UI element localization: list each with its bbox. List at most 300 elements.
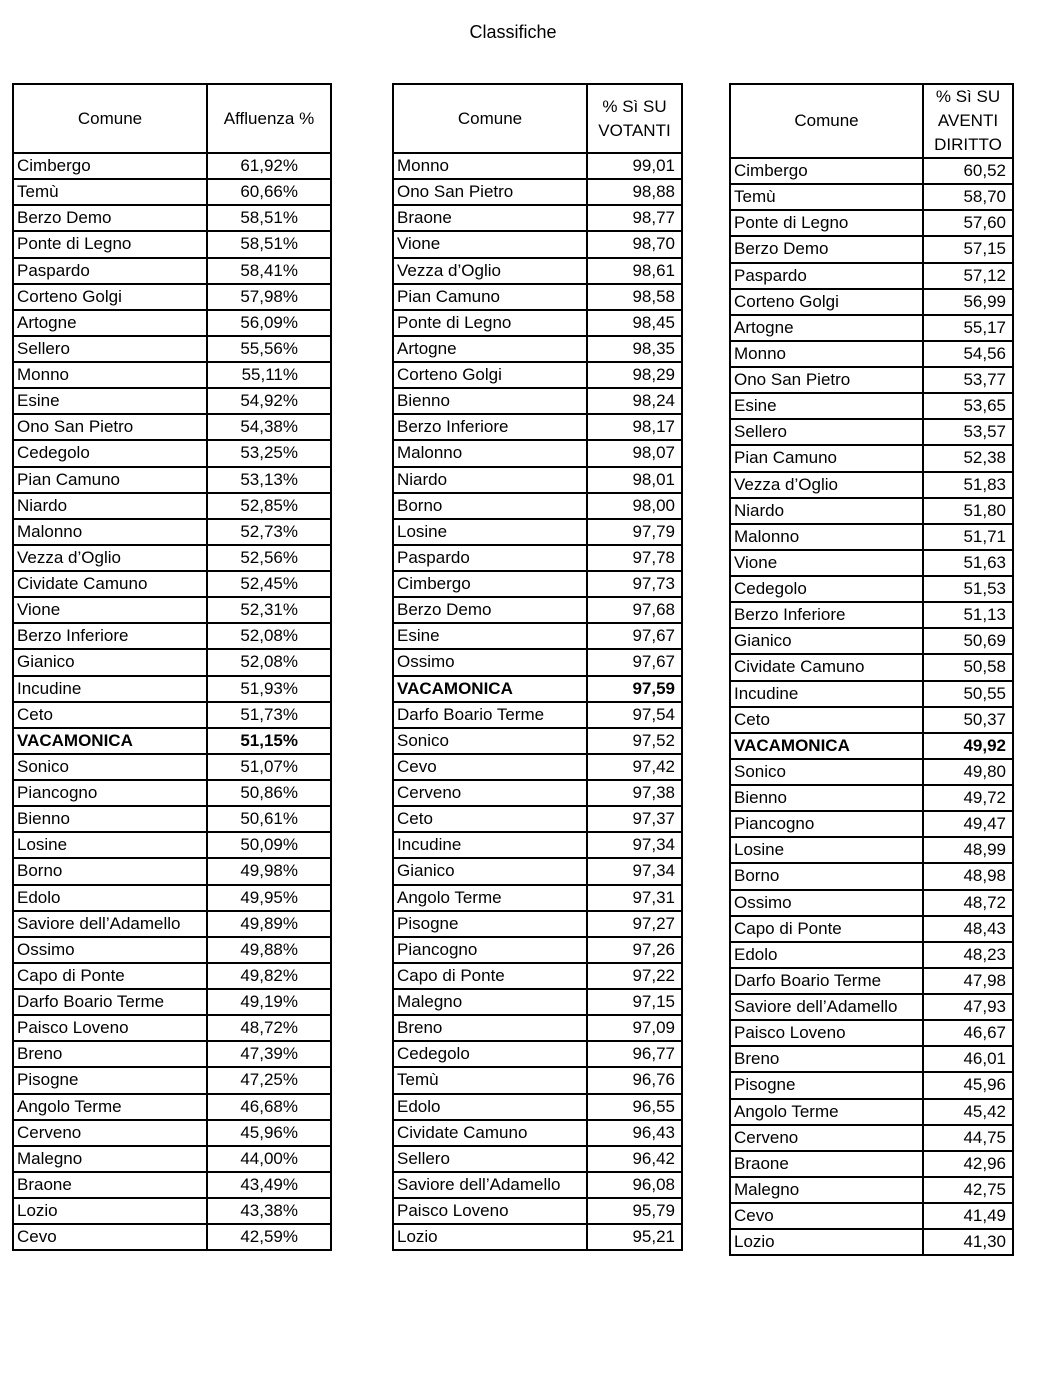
table-row (13, 963, 331, 989)
value-cell: 50,55 (923, 681, 1013, 707)
table-row (393, 205, 682, 231)
table-row (393, 597, 682, 623)
table-row (730, 707, 1013, 733)
value-cell: 55,17 (923, 315, 1013, 341)
value-cell: 60,66% (207, 179, 331, 205)
comune-cell: Paisco Loveno (393, 1198, 587, 1224)
value-cell: 98,58 (587, 284, 682, 310)
comune-cell: Niardo (13, 493, 207, 519)
table-row (730, 367, 1013, 393)
table-row (730, 681, 1013, 707)
table-row (730, 158, 1013, 184)
value-cell: 47,25% (207, 1067, 331, 1093)
comune-cell: Cimbergo (393, 571, 587, 597)
table-row (393, 649, 682, 675)
value-cell: 48,23 (923, 942, 1013, 968)
table-row (13, 493, 331, 519)
table-row (730, 890, 1013, 916)
table-row (393, 362, 682, 388)
table-row (730, 759, 1013, 785)
value-cell: 98,17 (587, 414, 682, 440)
value-cell: 48,72 (923, 890, 1013, 916)
comune-cell: Gianico (393, 858, 587, 884)
comune-cell: Bienno (730, 785, 923, 811)
value-cell: 51,15% (207, 728, 331, 754)
value-cell: 97,78 (587, 545, 682, 571)
table-row (393, 702, 682, 728)
comune-cell: Breno (393, 1015, 587, 1041)
table-row (730, 393, 1013, 419)
value-cell: 51,83 (923, 472, 1013, 498)
comune-cell: Braone (393, 205, 587, 231)
value-cell: 45,96% (207, 1120, 331, 1146)
value-cell: 96,76 (587, 1067, 682, 1093)
table-row (13, 362, 331, 388)
comune-cell: Losine (730, 837, 923, 863)
value-cell: 98,29 (587, 362, 682, 388)
comune-cell: Ceto (393, 806, 587, 832)
comune-cell: Cevo (13, 1224, 207, 1250)
table-row (393, 231, 682, 257)
value-cell: 97,09 (587, 1015, 682, 1041)
value-cell: 54,56 (923, 341, 1013, 367)
value-cell: 96,55 (587, 1094, 682, 1120)
table-row (730, 210, 1013, 236)
comune-cell: Monno (13, 362, 207, 388)
value-cell: 46,67 (923, 1020, 1013, 1046)
table-row (13, 780, 331, 806)
value-cell: 52,73% (207, 519, 331, 545)
comune-cell: Cerveno (13, 1120, 207, 1146)
value-cell: 51,63 (923, 550, 1013, 576)
comune-cell: Braone (730, 1151, 923, 1177)
value-cell: 96,43 (587, 1120, 682, 1146)
value-cell: 98,24 (587, 388, 682, 414)
value-cell: 49,82% (207, 963, 331, 989)
value-cell: 50,37 (923, 707, 1013, 733)
value-cell: 97,34 (587, 832, 682, 858)
value-cell: 41,30 (923, 1229, 1013, 1255)
value-cell: 97,54 (587, 702, 682, 728)
value-cell: 49,19% (207, 989, 331, 1015)
value-cell: 96,08 (587, 1172, 682, 1198)
value-cell: 95,21 (587, 1224, 682, 1250)
table-row (13, 1198, 331, 1224)
table-row (730, 1072, 1013, 1098)
value-cell: 41,49 (923, 1203, 1013, 1229)
table-row (393, 676, 682, 702)
table-row (730, 184, 1013, 210)
comune-cell: Sellero (730, 419, 923, 445)
value-cell: 98,45 (587, 310, 682, 336)
table-row (13, 702, 331, 728)
comune-cell: Monno (730, 341, 923, 367)
table-row (13, 258, 331, 284)
table-row (393, 780, 682, 806)
table-row (730, 1020, 1013, 1046)
table-row (730, 341, 1013, 367)
comune-cell: Niardo (393, 467, 587, 493)
value-cell: 46,01 (923, 1046, 1013, 1072)
comune-cell: Ponte di Legno (13, 231, 207, 257)
value-cell: 49,88% (207, 937, 331, 963)
value-cell: 53,25% (207, 440, 331, 466)
value-cell: 56,99 (923, 289, 1013, 315)
table-row (730, 1046, 1013, 1072)
comune-cell: Monno (393, 153, 587, 179)
comune-cell: Capo di Ponte (730, 916, 923, 942)
table-row (393, 1015, 682, 1041)
column-header-affluenza: Affluenza % (207, 84, 331, 153)
comune-cell: Artogne (730, 315, 923, 341)
table-row (393, 310, 682, 336)
comune-cell: Cerveno (730, 1125, 923, 1151)
value-cell: 53,65 (923, 393, 1013, 419)
comune-cell: Corteno Golgi (13, 284, 207, 310)
value-cell: 97,79 (587, 519, 682, 545)
table-row (13, 885, 331, 911)
table-row (730, 654, 1013, 680)
table-row (393, 284, 682, 310)
value-cell: 97,68 (587, 597, 682, 623)
table-row (730, 576, 1013, 602)
comune-cell: Edolo (393, 1094, 587, 1120)
comune-cell: Angolo Terme (730, 1099, 923, 1125)
comune-cell: Cevo (730, 1203, 923, 1229)
comune-cell: Lozio (730, 1229, 923, 1255)
value-cell: 44,75 (923, 1125, 1013, 1151)
comune-cell: Ossimo (13, 937, 207, 963)
table-row (13, 519, 331, 545)
table-row (13, 1015, 331, 1041)
comune-cell: Artogne (393, 336, 587, 362)
comune-cell: Piancogno (13, 780, 207, 806)
comune-cell: Paisco Loveno (13, 1015, 207, 1041)
value-cell: 52,85% (207, 493, 331, 519)
table-row (730, 1099, 1013, 1125)
comune-cell: Edolo (730, 942, 923, 968)
comune-cell: Breno (13, 1041, 207, 1067)
comune-cell: Vione (730, 550, 923, 576)
table-row (393, 440, 682, 466)
comune-cell: Cerveno (393, 780, 587, 806)
table-row (393, 885, 682, 911)
value-cell: 49,72 (923, 785, 1013, 811)
table-row (13, 414, 331, 440)
value-cell: 50,09% (207, 832, 331, 858)
table-row (730, 602, 1013, 628)
value-cell: 51,53 (923, 576, 1013, 602)
comune-cell: Corteno Golgi (393, 362, 587, 388)
value-cell: 43,38% (207, 1198, 331, 1224)
table-row (13, 649, 331, 675)
table-row (13, 937, 331, 963)
comune-cell: Sonico (13, 754, 207, 780)
comune-cell: Ponte di Legno (730, 210, 923, 236)
table-row (393, 728, 682, 754)
table-row (13, 597, 331, 623)
table-row (13, 754, 331, 780)
table-row (730, 419, 1013, 445)
table-row (393, 1224, 682, 1250)
value-cell: 45,96 (923, 1072, 1013, 1098)
value-cell: 97,27 (587, 911, 682, 937)
table-row (393, 1041, 682, 1067)
value-cell: 99,01 (587, 153, 682, 179)
comune-cell: Esine (730, 393, 923, 419)
table-row (730, 498, 1013, 524)
table-row (730, 1229, 1013, 1255)
value-cell: 97,22 (587, 963, 682, 989)
value-cell: 60,52 (923, 158, 1013, 184)
table-row (393, 388, 682, 414)
value-cell: 43,49% (207, 1172, 331, 1198)
table-row (13, 231, 331, 257)
table-row (393, 989, 682, 1015)
comune-cell: Lozio (13, 1198, 207, 1224)
value-cell: 55,11% (207, 362, 331, 388)
value-cell: 45,42 (923, 1099, 1013, 1125)
value-cell: 97,67 (587, 623, 682, 649)
comune-cell: Cividate Camuno (13, 571, 207, 597)
comune-cell: Ossimo (730, 890, 923, 916)
value-cell: 96,77 (587, 1041, 682, 1067)
value-cell: 51,13 (923, 602, 1013, 628)
comune-cell: Darfo Boario Terme (730, 968, 923, 994)
table-row (393, 911, 682, 937)
comune-cell: Losine (13, 832, 207, 858)
value-cell: 98,77 (587, 205, 682, 231)
comune-cell: Angolo Terme (13, 1094, 207, 1120)
value-cell: 51,71 (923, 524, 1013, 550)
comune-cell: Breno (730, 1046, 923, 1072)
table-row (730, 1151, 1013, 1177)
table-row (730, 994, 1013, 1020)
comune-cell: Vezza d’Oglio (730, 472, 923, 498)
table-row (13, 545, 331, 571)
value-cell: 97,59 (587, 676, 682, 702)
comune-cell: Ossimo (393, 649, 587, 675)
comune-cell: Temù (730, 184, 923, 210)
value-cell: 98,88 (587, 179, 682, 205)
table-row (13, 205, 331, 231)
comune-cell: Saviore dell’Adamello (13, 911, 207, 937)
table-row (13, 832, 331, 858)
table-row (393, 258, 682, 284)
table-row (393, 858, 682, 884)
comune-cell: Ceto (730, 707, 923, 733)
comune-cell: Cedegolo (730, 576, 923, 602)
value-cell: 47,93 (923, 994, 1013, 1020)
table-row (393, 754, 682, 780)
comune-cell: Edolo (13, 885, 207, 911)
column-header-yes-on-eligible: % Sì SU AVENTI DIRITTO (923, 84, 1013, 158)
table-row (13, 1067, 331, 1093)
value-cell: 46,68% (207, 1094, 331, 1120)
value-cell: 54,92% (207, 388, 331, 414)
comune-cell: Pisogne (393, 911, 587, 937)
value-cell: 50,69 (923, 628, 1013, 654)
value-cell: 50,86% (207, 780, 331, 806)
table-row (13, 388, 331, 414)
table-row (730, 550, 1013, 576)
comune-cell: Vezza d’Oglio (13, 545, 207, 571)
table-row (393, 806, 682, 832)
comune-cell: Temù (13, 179, 207, 205)
table-row (13, 310, 331, 336)
value-cell: 98,07 (587, 440, 682, 466)
comune-cell: Saviore dell’Adamello (730, 994, 923, 1020)
value-cell: 98,61 (587, 258, 682, 284)
table-row (13, 179, 331, 205)
table-row (393, 1146, 682, 1172)
comune-cell: Temù (393, 1067, 587, 1093)
comune-cell: Borno (730, 863, 923, 889)
comune-cell: Artogne (13, 310, 207, 336)
table-row (393, 1094, 682, 1120)
comune-cell: Berzo Demo (393, 597, 587, 623)
table-row (393, 1198, 682, 1224)
value-cell: 98,00 (587, 493, 682, 519)
value-cell: 51,07% (207, 754, 331, 780)
value-cell: 56,09% (207, 310, 331, 336)
table-row (13, 1120, 331, 1146)
table-row (393, 963, 682, 989)
turnout-ranking-table (12, 83, 332, 1251)
value-cell: 61,92% (207, 153, 331, 179)
value-cell: 97,42 (587, 754, 682, 780)
value-cell: 48,72% (207, 1015, 331, 1041)
comune-cell: Bienno (13, 806, 207, 832)
value-cell: 57,60 (923, 210, 1013, 236)
comune-cell: Borno (13, 858, 207, 884)
comune-cell: Sellero (13, 336, 207, 362)
comune-cell: Incudine (393, 832, 587, 858)
value-cell: 42,59% (207, 1224, 331, 1250)
table-row (730, 289, 1013, 315)
value-cell: 49,80 (923, 759, 1013, 785)
table-row (13, 336, 331, 362)
table-row (13, 1041, 331, 1067)
comune-cell: Esine (13, 388, 207, 414)
comune-cell: Malonno (730, 524, 923, 550)
yes-on-voters-ranking-table (392, 83, 683, 1251)
comune-cell: Braone (13, 1172, 207, 1198)
value-cell: 42,96 (923, 1151, 1013, 1177)
value-cell: 57,15 (923, 236, 1013, 262)
value-cell: 97,31 (587, 885, 682, 911)
table-row (730, 863, 1013, 889)
comune-cell: Vione (393, 231, 587, 257)
value-cell: 52,31% (207, 597, 331, 623)
value-cell: 97,52 (587, 728, 682, 754)
value-cell: 97,15 (587, 989, 682, 1015)
comune-cell: Cedegolo (393, 1041, 587, 1067)
value-cell: 50,58 (923, 654, 1013, 680)
column-header-comune: Comune (13, 84, 207, 153)
comune-cell: Malonno (13, 519, 207, 545)
table-row (393, 937, 682, 963)
comune-cell: Cividate Camuno (393, 1120, 587, 1146)
table-row (730, 1177, 1013, 1203)
table-row (730, 628, 1013, 654)
comune-cell: Incudine (730, 681, 923, 707)
value-cell: 48,98 (923, 863, 1013, 889)
comune-cell: Ono San Pietro (730, 367, 923, 393)
table-row (13, 623, 331, 649)
comune-cell: Gianico (730, 628, 923, 654)
value-cell: 53,77 (923, 367, 1013, 393)
value-cell: 52,08% (207, 649, 331, 675)
value-cell: 97,26 (587, 937, 682, 963)
value-cell: 48,99 (923, 837, 1013, 863)
comune-cell: Paspardo (730, 263, 923, 289)
table-row (393, 545, 682, 571)
comune-cell: Paspardo (13, 258, 207, 284)
table-header-row (393, 84, 682, 153)
table-row (13, 676, 331, 702)
comune-cell: Esine (393, 623, 587, 649)
comune-cell: Piancogno (393, 937, 587, 963)
comune-cell: VACAMONICA (730, 733, 923, 759)
value-cell: 44,00% (207, 1146, 331, 1172)
table-row (393, 571, 682, 597)
page-title: Classifiche (469, 22, 557, 42)
comune-cell: Incudine (13, 676, 207, 702)
table-row (13, 989, 331, 1015)
table-row (393, 1120, 682, 1146)
table-row (393, 519, 682, 545)
comune-cell: Cimbergo (730, 158, 923, 184)
value-cell: 98,01 (587, 467, 682, 493)
table-row (730, 1125, 1013, 1151)
table-row (13, 284, 331, 310)
comune-cell: Vezza d’Oglio (393, 258, 587, 284)
table-row (730, 263, 1013, 289)
value-cell: 53,13% (207, 467, 331, 493)
value-cell: 57,12 (923, 263, 1013, 289)
comune-cell: Pisogne (730, 1072, 923, 1098)
value-cell: 47,98 (923, 968, 1013, 994)
table-row (13, 1146, 331, 1172)
comune-cell: Ceto (13, 702, 207, 728)
table-row (393, 336, 682, 362)
comune-cell: Berzo Inferiore (393, 414, 587, 440)
table-row (393, 623, 682, 649)
table-row (13, 728, 331, 754)
comune-cell: VACAMONICA (13, 728, 207, 754)
table-row (730, 916, 1013, 942)
table-row (13, 440, 331, 466)
value-cell: 97,67 (587, 649, 682, 675)
comune-cell: Bienno (393, 388, 587, 414)
table-row (730, 1203, 1013, 1229)
comune-cell: Malegno (393, 989, 587, 1015)
value-cell: 58,51% (207, 205, 331, 231)
value-cell: 48,43 (923, 916, 1013, 942)
value-cell: 52,38 (923, 445, 1013, 471)
value-cell: 98,35 (587, 336, 682, 362)
table-row (13, 153, 331, 179)
table-row (393, 467, 682, 493)
comune-cell: Borno (393, 493, 587, 519)
comune-cell: Darfo Boario Terme (13, 989, 207, 1015)
comune-cell: Malegno (13, 1146, 207, 1172)
value-cell: 49,89% (207, 911, 331, 937)
value-cell: 49,95% (207, 885, 331, 911)
table-row (730, 968, 1013, 994)
comune-cell: Saviore dell’Adamello (393, 1172, 587, 1198)
